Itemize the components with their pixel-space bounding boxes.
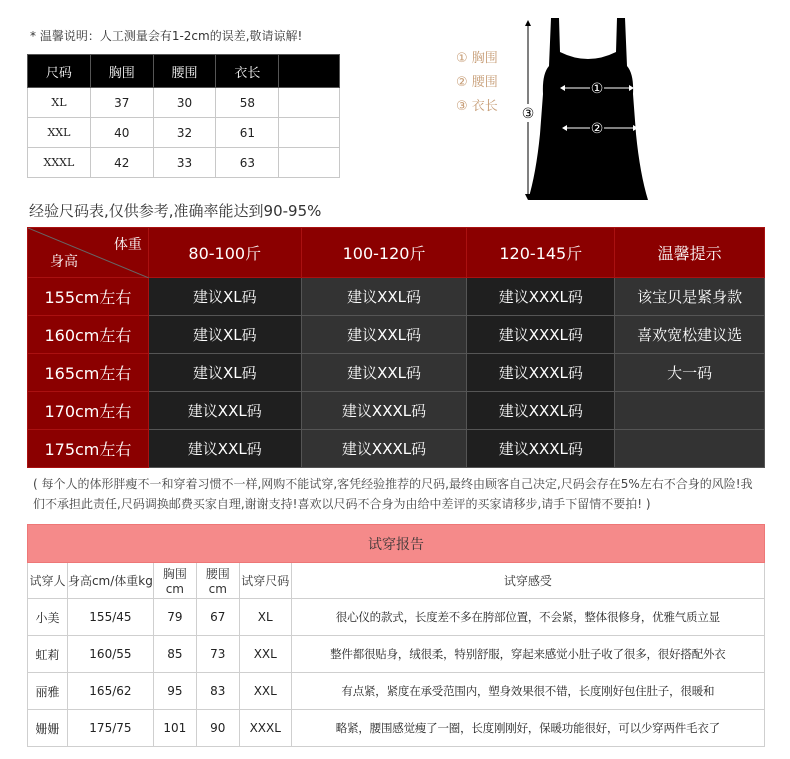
- report-header-cell: 腰围cm: [196, 563, 239, 599]
- table-row: [28, 118, 340, 148]
- tester-name: 丽雅: [28, 673, 68, 710]
- height-row-header: 155cm左右: [28, 278, 149, 316]
- tester-name: 小美: [28, 599, 68, 636]
- table-row: [28, 278, 765, 316]
- legend-length: ③ 衣长: [456, 99, 498, 114]
- table-cell: 85: [153, 636, 196, 673]
- legend-waist: ② 腰围: [456, 75, 498, 90]
- report-header-cell: 身高cm/体重kg: [67, 563, 153, 599]
- table-cell: 40: [90, 118, 153, 148]
- table-row: [28, 673, 765, 710]
- legend-chest: ① 胸围: [456, 51, 498, 66]
- table-row: [28, 636, 765, 673]
- table-cell: 42: [90, 148, 153, 178]
- height-row-header: 165cm左右: [28, 354, 149, 392]
- tester-name: 虹莉: [28, 636, 68, 673]
- table-cell: 90: [196, 710, 239, 747]
- table-row: [28, 710, 765, 747]
- corner-height-label: 身高: [50, 254, 78, 270]
- table-cell: 73: [196, 636, 239, 673]
- report-title-row: [28, 525, 765, 563]
- tester-feedback: 略紧，腰围感觉瘦了一圈，长度刚刚好，保暖功能很好，可以少穿两件毛衣了: [291, 710, 764, 747]
- table-cell: 建议XL码: [148, 354, 301, 392]
- size-label: XXXL: [28, 148, 91, 178]
- size-table: [27, 54, 340, 178]
- table-cell: 建议XXXL码: [467, 430, 615, 468]
- table-cell: 30: [153, 88, 216, 118]
- table-cell: 175/75: [67, 710, 153, 747]
- report-header-cell: 试穿尺码: [239, 563, 291, 599]
- table-cell: 建议XXL码: [148, 430, 301, 468]
- table-cell: 建议XXXL码: [301, 430, 467, 468]
- table-cell: 建议XXXL码: [467, 354, 615, 392]
- table-cell: 33: [153, 148, 216, 178]
- table-cell: 32: [153, 118, 216, 148]
- height-row-header: 170cm左右: [28, 392, 149, 430]
- table-cell: 95: [153, 673, 196, 710]
- size-header-cell: 衣长: [216, 55, 279, 88]
- table-cell: 61: [216, 118, 279, 148]
- tip-cell: [615, 392, 765, 430]
- table-cell: 79: [153, 599, 196, 636]
- tank-top-silhouette: [528, 18, 648, 200]
- height-row-header: 160cm左右: [28, 316, 149, 354]
- table-cell: 37: [90, 88, 153, 118]
- table-cell: 63: [216, 148, 279, 178]
- size-label: XXL: [28, 118, 91, 148]
- table-cell: 建议XXXL码: [301, 392, 467, 430]
- tester-name: 姗姗: [28, 710, 68, 747]
- table-row: [28, 430, 765, 468]
- tip-cell: 喜欢宽松建议选: [615, 316, 765, 354]
- weight-column-header: 80-100斤: [148, 228, 301, 278]
- report-header-cell: 试穿人: [28, 563, 68, 599]
- experience-title: 经验尺码表,仅供参考,准确率能达到90-95%: [29, 202, 322, 220]
- size-table-header: [28, 55, 340, 88]
- size-header-cell: 尺码: [28, 55, 91, 88]
- table-cell: 67: [196, 599, 239, 636]
- table-cell: 建议XL码: [148, 316, 301, 354]
- fitting-report-table: [27, 524, 765, 747]
- table-cell: XXL: [239, 636, 291, 673]
- size-disclaimer: ( 每个人的体形胖瘦不一和穿着习惯不一样,网购不能试穿,客凭经验推荐的尺码,最终由顾客自己决定,尺码会存在5%左右不合身的风险!我们不承担此责任,尺码调换邮费买家自理,谢谢支持!喜欢以尺码不合身为由给中差评的买家请移步,请手下留情不要拍! ): [33, 477, 753, 511]
- experience-header-row: [28, 228, 765, 278]
- table-cell: 160/55: [67, 636, 153, 673]
- table-cell: 建议XXL码: [148, 392, 301, 430]
- size-header-cell: 腰围: [153, 55, 216, 88]
- garment-diagram: [518, 14, 658, 204]
- size-header-cell: [279, 55, 340, 88]
- table-row: [28, 599, 765, 636]
- table-cell: XL: [239, 599, 291, 636]
- size-notice: * 温馨说明：人工测量会有1-2cm的误差,敬请谅解!: [30, 29, 303, 43]
- table-cell: 155/45: [67, 599, 153, 636]
- height-row-header: 175cm左右: [28, 430, 149, 468]
- table-cell: 58: [216, 88, 279, 118]
- report-header-row: [28, 563, 765, 599]
- table-cell: 101: [153, 710, 196, 747]
- tester-feedback: 整件都很贴身，绒很柔，特别舒服，穿起来感觉小肚子收了很多，很好搭配外衣: [291, 636, 764, 673]
- table-row: [28, 316, 765, 354]
- table-cell: [279, 148, 340, 178]
- corner-cell: [28, 228, 149, 278]
- tester-feedback: 有点紧，紧度在承受范围内，塑身效果很不错，长度刚好包住肚子，很暖和: [291, 673, 764, 710]
- table-cell: 建议XXXL码: [467, 316, 615, 354]
- table-cell: 建议XXL码: [301, 278, 467, 316]
- tip-cell: [615, 430, 765, 468]
- table-row: [28, 392, 765, 430]
- report-header-cell: 试穿感受: [291, 563, 764, 599]
- tip-cell: 大一码: [615, 354, 765, 392]
- tip-cell: 该宝贝是紧身款: [615, 278, 765, 316]
- tip-column-header: 温馨提示: [615, 228, 765, 278]
- chest-mark: ①: [590, 81, 604, 97]
- corner-weight-label: 体重: [113, 237, 142, 253]
- size-header-cell: 胸围: [90, 55, 153, 88]
- report-header-cell: 胸围cm: [153, 563, 196, 599]
- table-cell: 建议XXL码: [301, 316, 467, 354]
- table-cell: 建议XXL码: [301, 354, 467, 392]
- experience-size-table: [27, 227, 765, 468]
- table-cell: 165/62: [67, 673, 153, 710]
- weight-column-header: 100-120斤: [301, 228, 467, 278]
- length-mark: ③: [521, 106, 535, 122]
- size-label: XL: [28, 88, 91, 118]
- table-cell: [279, 118, 340, 148]
- table-row: [28, 148, 340, 178]
- waist-mark: ②: [590, 121, 604, 137]
- report-title: 试穿报告: [28, 525, 765, 563]
- table-cell: 建议XL码: [148, 278, 301, 316]
- table-cell: XXXL: [239, 710, 291, 747]
- tester-feedback: 很心仪的款式，长度差不多在胯部位置，不会紧，整体很修身，优雅气质立显: [291, 599, 764, 636]
- measurement-legend: [456, 47, 498, 119]
- table-row: [28, 354, 765, 392]
- table-cell: 83: [196, 673, 239, 710]
- table-cell: [279, 88, 340, 118]
- table-cell: 建议XXXL码: [467, 392, 615, 430]
- table-row: [28, 88, 340, 118]
- table-cell: XXL: [239, 673, 291, 710]
- table-cell: 建议XXXL码: [467, 278, 615, 316]
- weight-column-header: 120-145斤: [467, 228, 615, 278]
